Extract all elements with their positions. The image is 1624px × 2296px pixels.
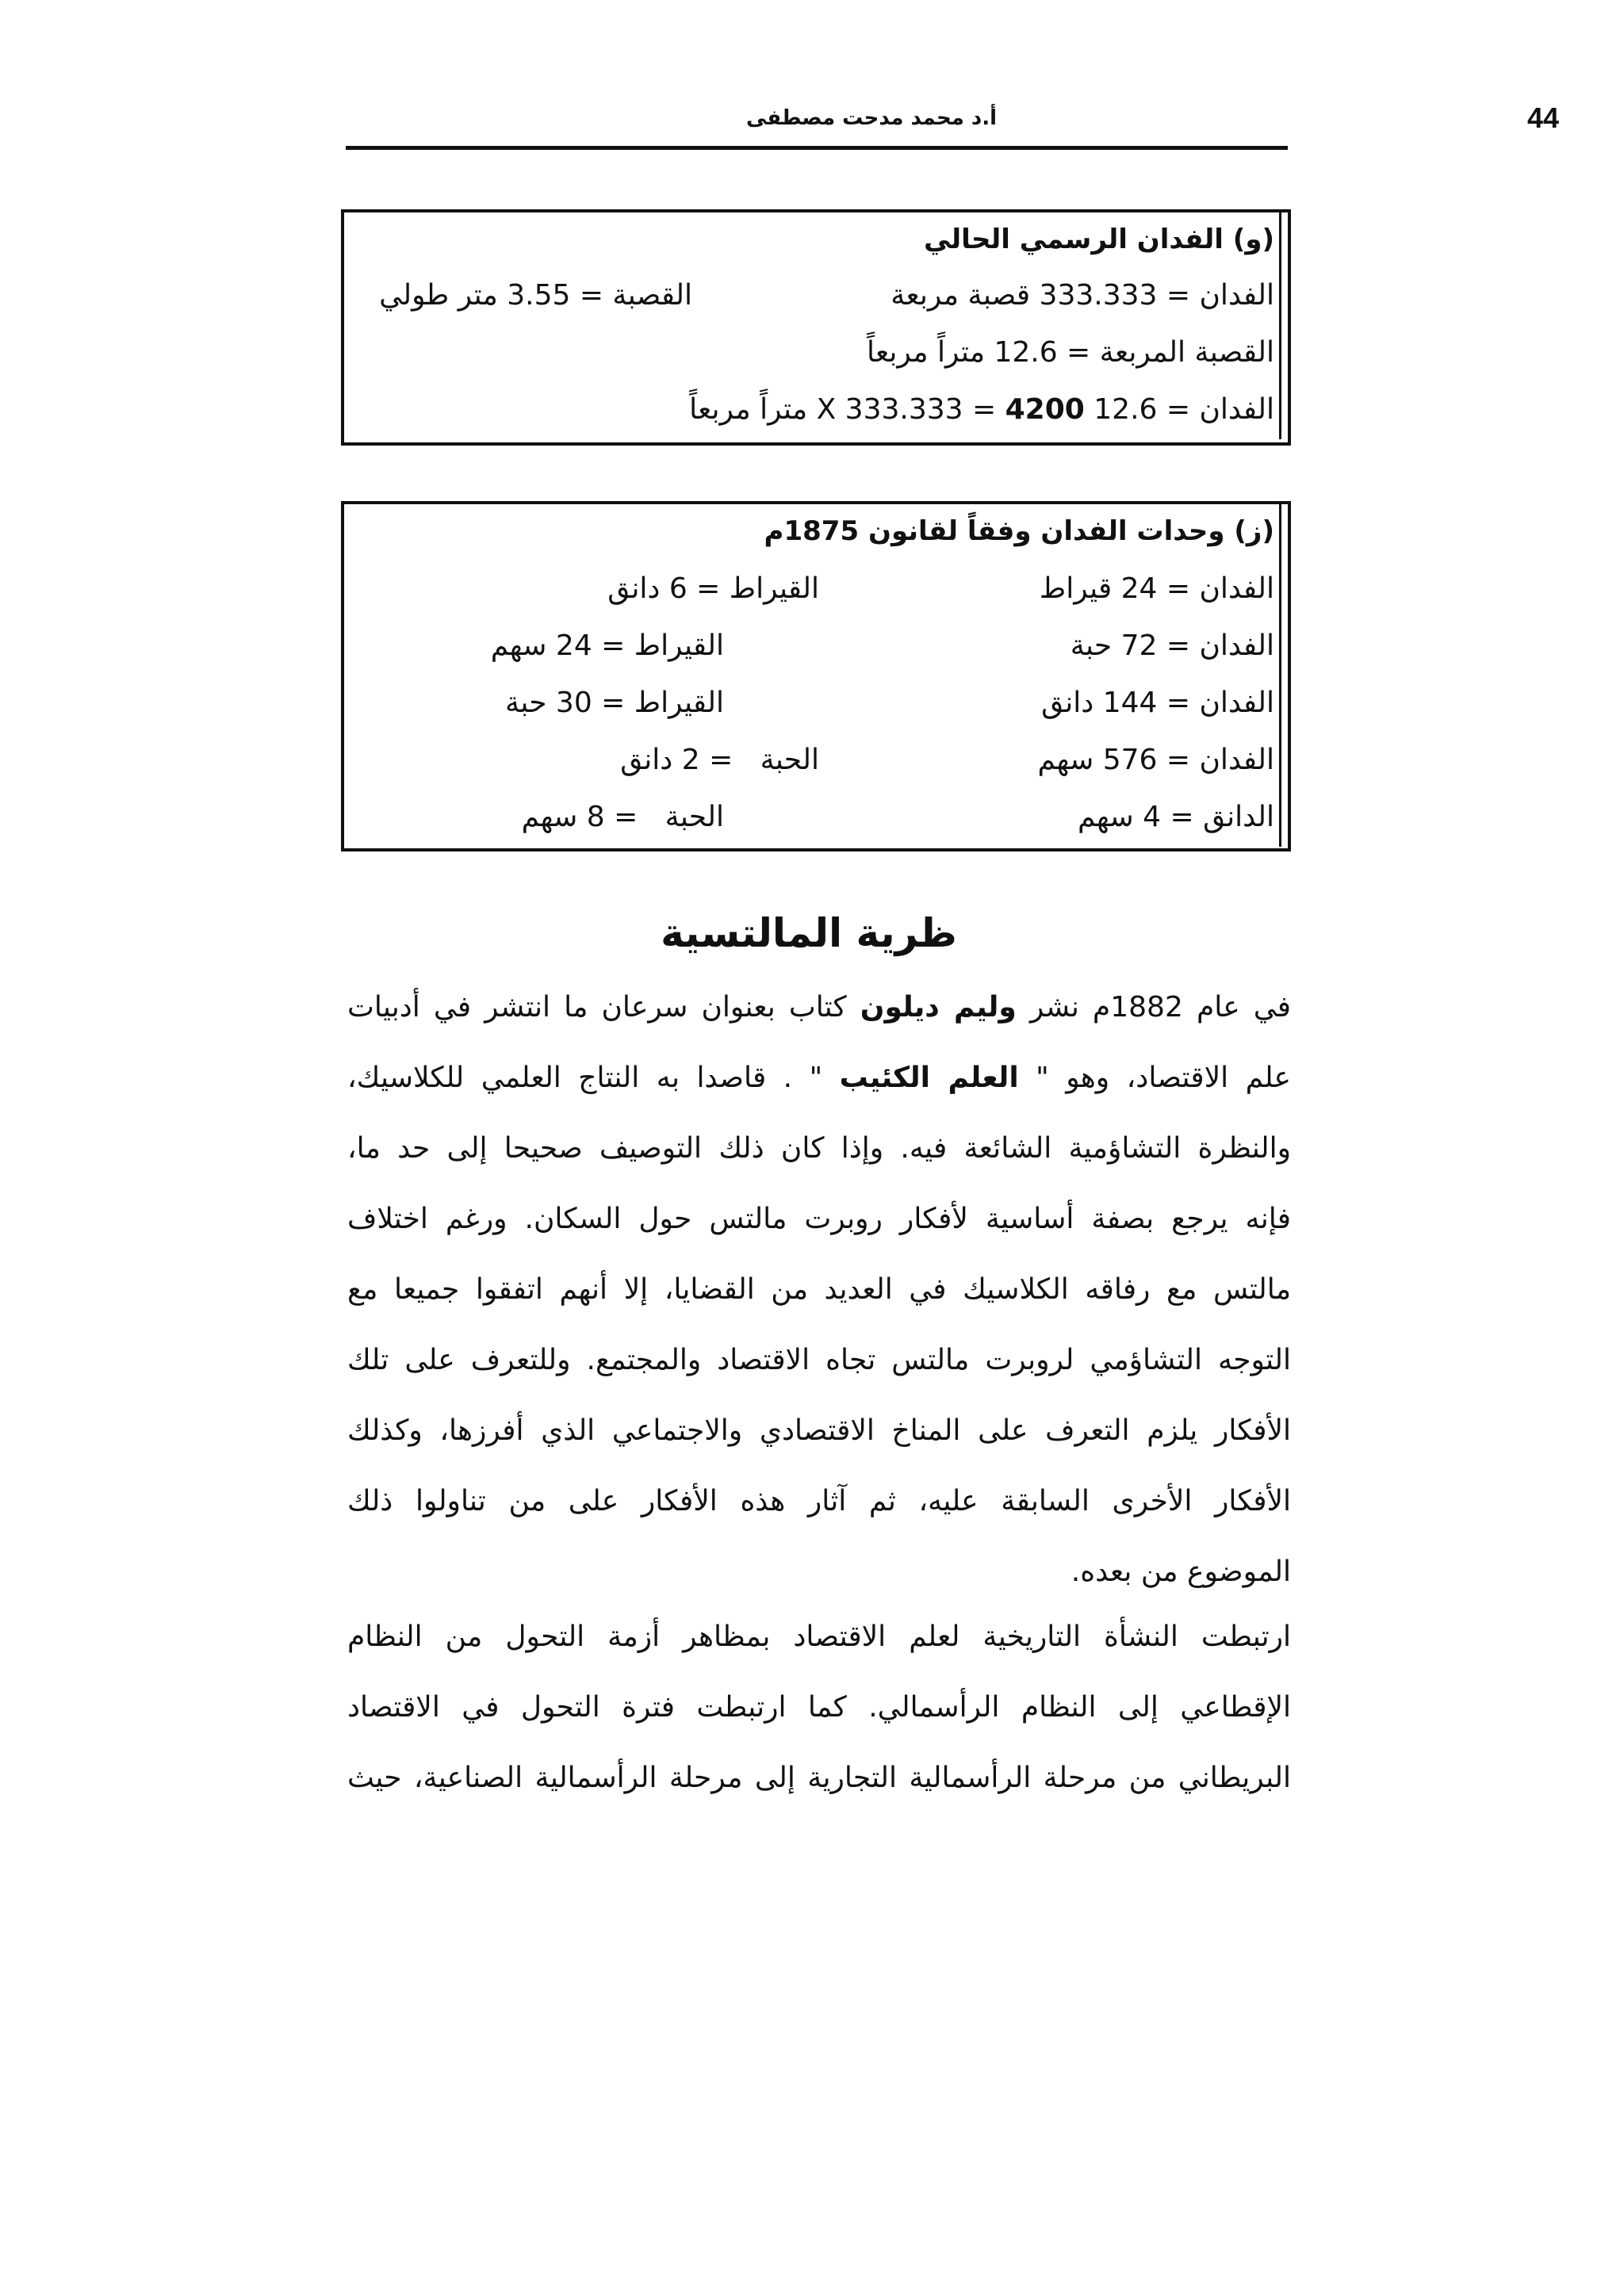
table-row <box>344 325 1281 382</box>
equation-suffix: متراً مربعاً <box>689 393 817 426</box>
paragraph-line <box>347 1043 1291 1113</box>
table-row <box>344 618 1281 675</box>
table-cell-right: القصبة المربعة = 12.6 متراً مربعاً <box>867 336 1274 369</box>
table-cell-left: القيراط = 6 دانق <box>607 572 819 605</box>
paragraph-line: والنظرة التشاؤمية الشائعة فيه. وإذا كان ذلك التوصيف صحيحا إلى حد ما، <box>347 1132 1291 1165</box>
table-row <box>344 382 1281 439</box>
paragraph-line: الموضوع من بعده. <box>1071 1556 1291 1588</box>
text-run: في عام 1882م نشر <box>1016 991 1291 1024</box>
table-cell-right: الفدان = 24 قيراط <box>1039 572 1274 605</box>
author-name: أ.د محمد مدحت مصطفى <box>746 106 998 130</box>
text-run: كتاب بعنوان سرعان ما انتشر في أدبيات <box>347 991 860 1024</box>
section-title: ظرية المالتسية <box>661 910 957 956</box>
table-cell-left: الحبة = 8 سهم <box>521 801 724 833</box>
paragraph-line: الإقطاعي إلى النظام الرأسمالي. كما ارتبطت فترة التحول في الاقتصاد <box>347 1691 1291 1724</box>
table-cell-right: الفدان = 576 سهم <box>1037 744 1274 776</box>
text-run: علم الاقتصاد، وهو " <box>1018 1062 1291 1094</box>
table-cell-left: القيراط = 30 حبة <box>505 687 724 719</box>
table-cell-left: الحبة = 2 دانق <box>620 744 819 776</box>
table-cell-left: القصبة = 3.55 متر طولي <box>379 279 692 312</box>
table-cell-left: القيراط = 24 سهم <box>490 629 724 662</box>
paragraph-line: فإنه يرجع بصفة أساسية لأفكار روبرت مالتس حول السكان. ورغم اختلاف <box>347 1203 1291 1235</box>
table-cell-right: الفدان = 333.333 قصبة مربعة <box>891 279 1274 312</box>
table-cell-right: الفدان = 72 حبة <box>1070 629 1274 662</box>
table-row <box>344 790 1281 847</box>
paragraph-line: الأفكار الأخرى السابقة عليه، ثم آثار هذه الأفكار على من تناولوا ذلك <box>347 1485 1291 1517</box>
paragraph-line: مالتس مع رفاقه الكلاسيك في العديد من القضايا، إلا أنهم اتفقوا جميعا مع <box>347 1273 1291 1306</box>
page-header <box>346 101 1560 150</box>
bold-author-name: وليم ديلون <box>860 991 1017 1024</box>
table-row <box>344 561 1281 618</box>
table-cell-right: الفدان = 144 دانق <box>1041 687 1274 719</box>
paragraph-line: ارتبطت النشأة التاريخية لعلم الاقتصاد بمظاهر أزمة التحول من النظام <box>347 1621 1291 1653</box>
paragraph-line <box>347 972 1291 1043</box>
table-1875-units <box>341 501 1291 851</box>
paragraph-line: التوجه التشاؤمي لروبرت مالتس تجاه الاقتصاد والمجتمع. وللتعرف على تلك <box>347 1344 1291 1376</box>
table-title-row <box>344 504 1281 561</box>
table-row <box>344 675 1281 733</box>
paragraph-line: الأفكار يلزم التعرف على المناخ الاقتصادي والاجتماعي الذي أفرزها، وكذلك <box>347 1414 1291 1447</box>
text-run: " . قاصدا به النتاج العلمي للكلاسيك، <box>347 1062 840 1094</box>
paragraph-economics-origin <box>347 1601 1291 1813</box>
table-title: (ز) وحدات الفدان وفقاً لقانون 1875م <box>764 515 1274 547</box>
page-number: 44 <box>1527 101 1560 134</box>
table-cell-right <box>689 393 1274 426</box>
table-current-feddan <box>341 209 1291 446</box>
table-row <box>344 733 1281 790</box>
paragraph-line: البريطاني من مرحلة الرأسمالية التجارية إلى مرحلة الرأسمالية الصناعية، حيث <box>347 1762 1291 1794</box>
table-row <box>344 268 1281 325</box>
paragraph-malthus-intro <box>347 972 1291 1607</box>
bold-book-title: العلم الكئيب <box>839 1062 1019 1094</box>
table-title-row <box>344 212 1281 268</box>
table-cell-right: الدانق = 4 سهم <box>1077 801 1274 833</box>
equation-prefix: الفدان = 12.6 X 333.333 = <box>816 393 1274 426</box>
table-title: (و) الفدان الرسمي الحالي <box>924 224 1274 255</box>
equation-result: 4200 <box>1005 393 1085 426</box>
